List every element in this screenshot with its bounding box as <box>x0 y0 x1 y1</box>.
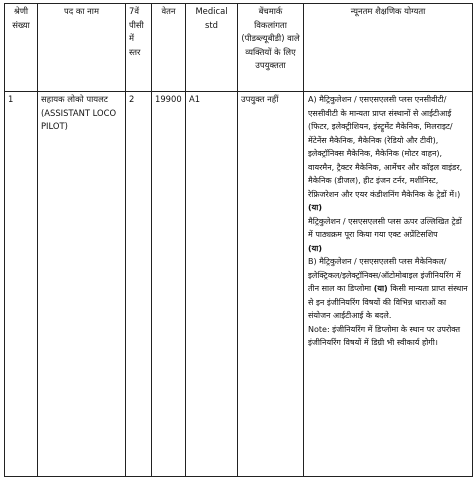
header-row <box>5 4 473 92</box>
qualification-note: Note: इंजीनियरिंग में डिप्लोमा के स्थान पर उपरोक्त इंजीनियरिंग विषयों में डिग्री भी स्वीकार्य होगी। <box>308 324 461 347</box>
recruitment-table <box>4 3 473 477</box>
header-minimum-qualification: न्यूनतम शैक्षणिक योग्यता <box>304 4 473 92</box>
qualification-or-separator: (या) <box>308 203 323 212</box>
cell-medical-standard: A1 <box>186 92 238 477</box>
table-row <box>5 92 473 477</box>
header-serial-number: श्रेणी संख्या <box>5 4 38 92</box>
header-pay-level: 7वें पीसी में स्तर <box>126 4 152 92</box>
qualification-diploma-text: B) मैट्रिकुलेशन / एसएसएलसी प्लस मैकेनिकल/इलेक्ट्रिकल/इलेक्ट्रॉनिक्स/ऑटोमोबाइल इंजीनियरिंग में तीन साल का डिप्लोमा <box>308 257 461 293</box>
cell-minimum-qualification <box>304 92 473 477</box>
header-pay: वेतन <box>152 4 186 92</box>
qualification-combination-text: किसी मान्यता प्राप्त संस्थान से इन इंजीनियरिंग विषयों की विभिन्न धाराओं का संयोजन आईटीआई के बदले. <box>308 284 468 320</box>
qualification-or-separator: (या) <box>308 243 323 253</box>
header-post-name: पद का नाम <box>38 4 126 92</box>
qualification-inline-or: (या) <box>373 284 388 293</box>
cell-pay-level: 2 <box>126 92 152 477</box>
cell-pay: 19900 <box>152 92 186 477</box>
cell-serial-number: 1 <box>5 92 38 477</box>
cell-post-name: सहायक लोको पायलट (ASSISTANT LOCO PILOT) <box>38 92 126 477</box>
qualification-option-diploma <box>308 255 468 323</box>
qualification-option-a: A) मैट्रिकुलेशन / एसएसएलसी प्लस एनसीवीटी/एससीवीटी के मान्यता प्राप्त संस्थानों से आईटीआई (फिटर, इलेक्ट्रीशियन, इंस्ट्रूमेंट मैकेनिक, मिलराइट/मेंटेनेंस मैकेनिक, मैकेनिक (रेडियो और टीवी), इलेक्ट्रॉनिक्स मैकेनिक, मैकेनिक (मोटर वाहन), वायरमैन, ट्रैक्टर मैकेनिक, आर्मेचर और कॉइल वाइंडर, मैकेनिक (डीजल), हीट इंजन टर्नर, मशीनिस्ट, रेफ्रिजरेशन और एयर कंडीशनिंग मैकेनिक के ट्रेडों में।) <box>308 95 463 199</box>
header-pwbd-suitability: बेंचमार्क विकलांगता (पीडब्ल्यूबीडी) वाले व्यक्तियों के लिए उपयुक्तता <box>238 4 304 92</box>
header-medical-standard: Medical std <box>186 4 238 92</box>
qualification-option-apprenticeship: मैट्रिकुलेशन / एसएसएलसी प्लस ऊपर उल्लिखित ट्रेडों में पाठ्यक्रम पूरा किया गया एक्ट अप्रेंटिसशिप <box>308 216 462 239</box>
cell-pwbd-suitability: उपयुक्त नहीं <box>238 92 304 477</box>
